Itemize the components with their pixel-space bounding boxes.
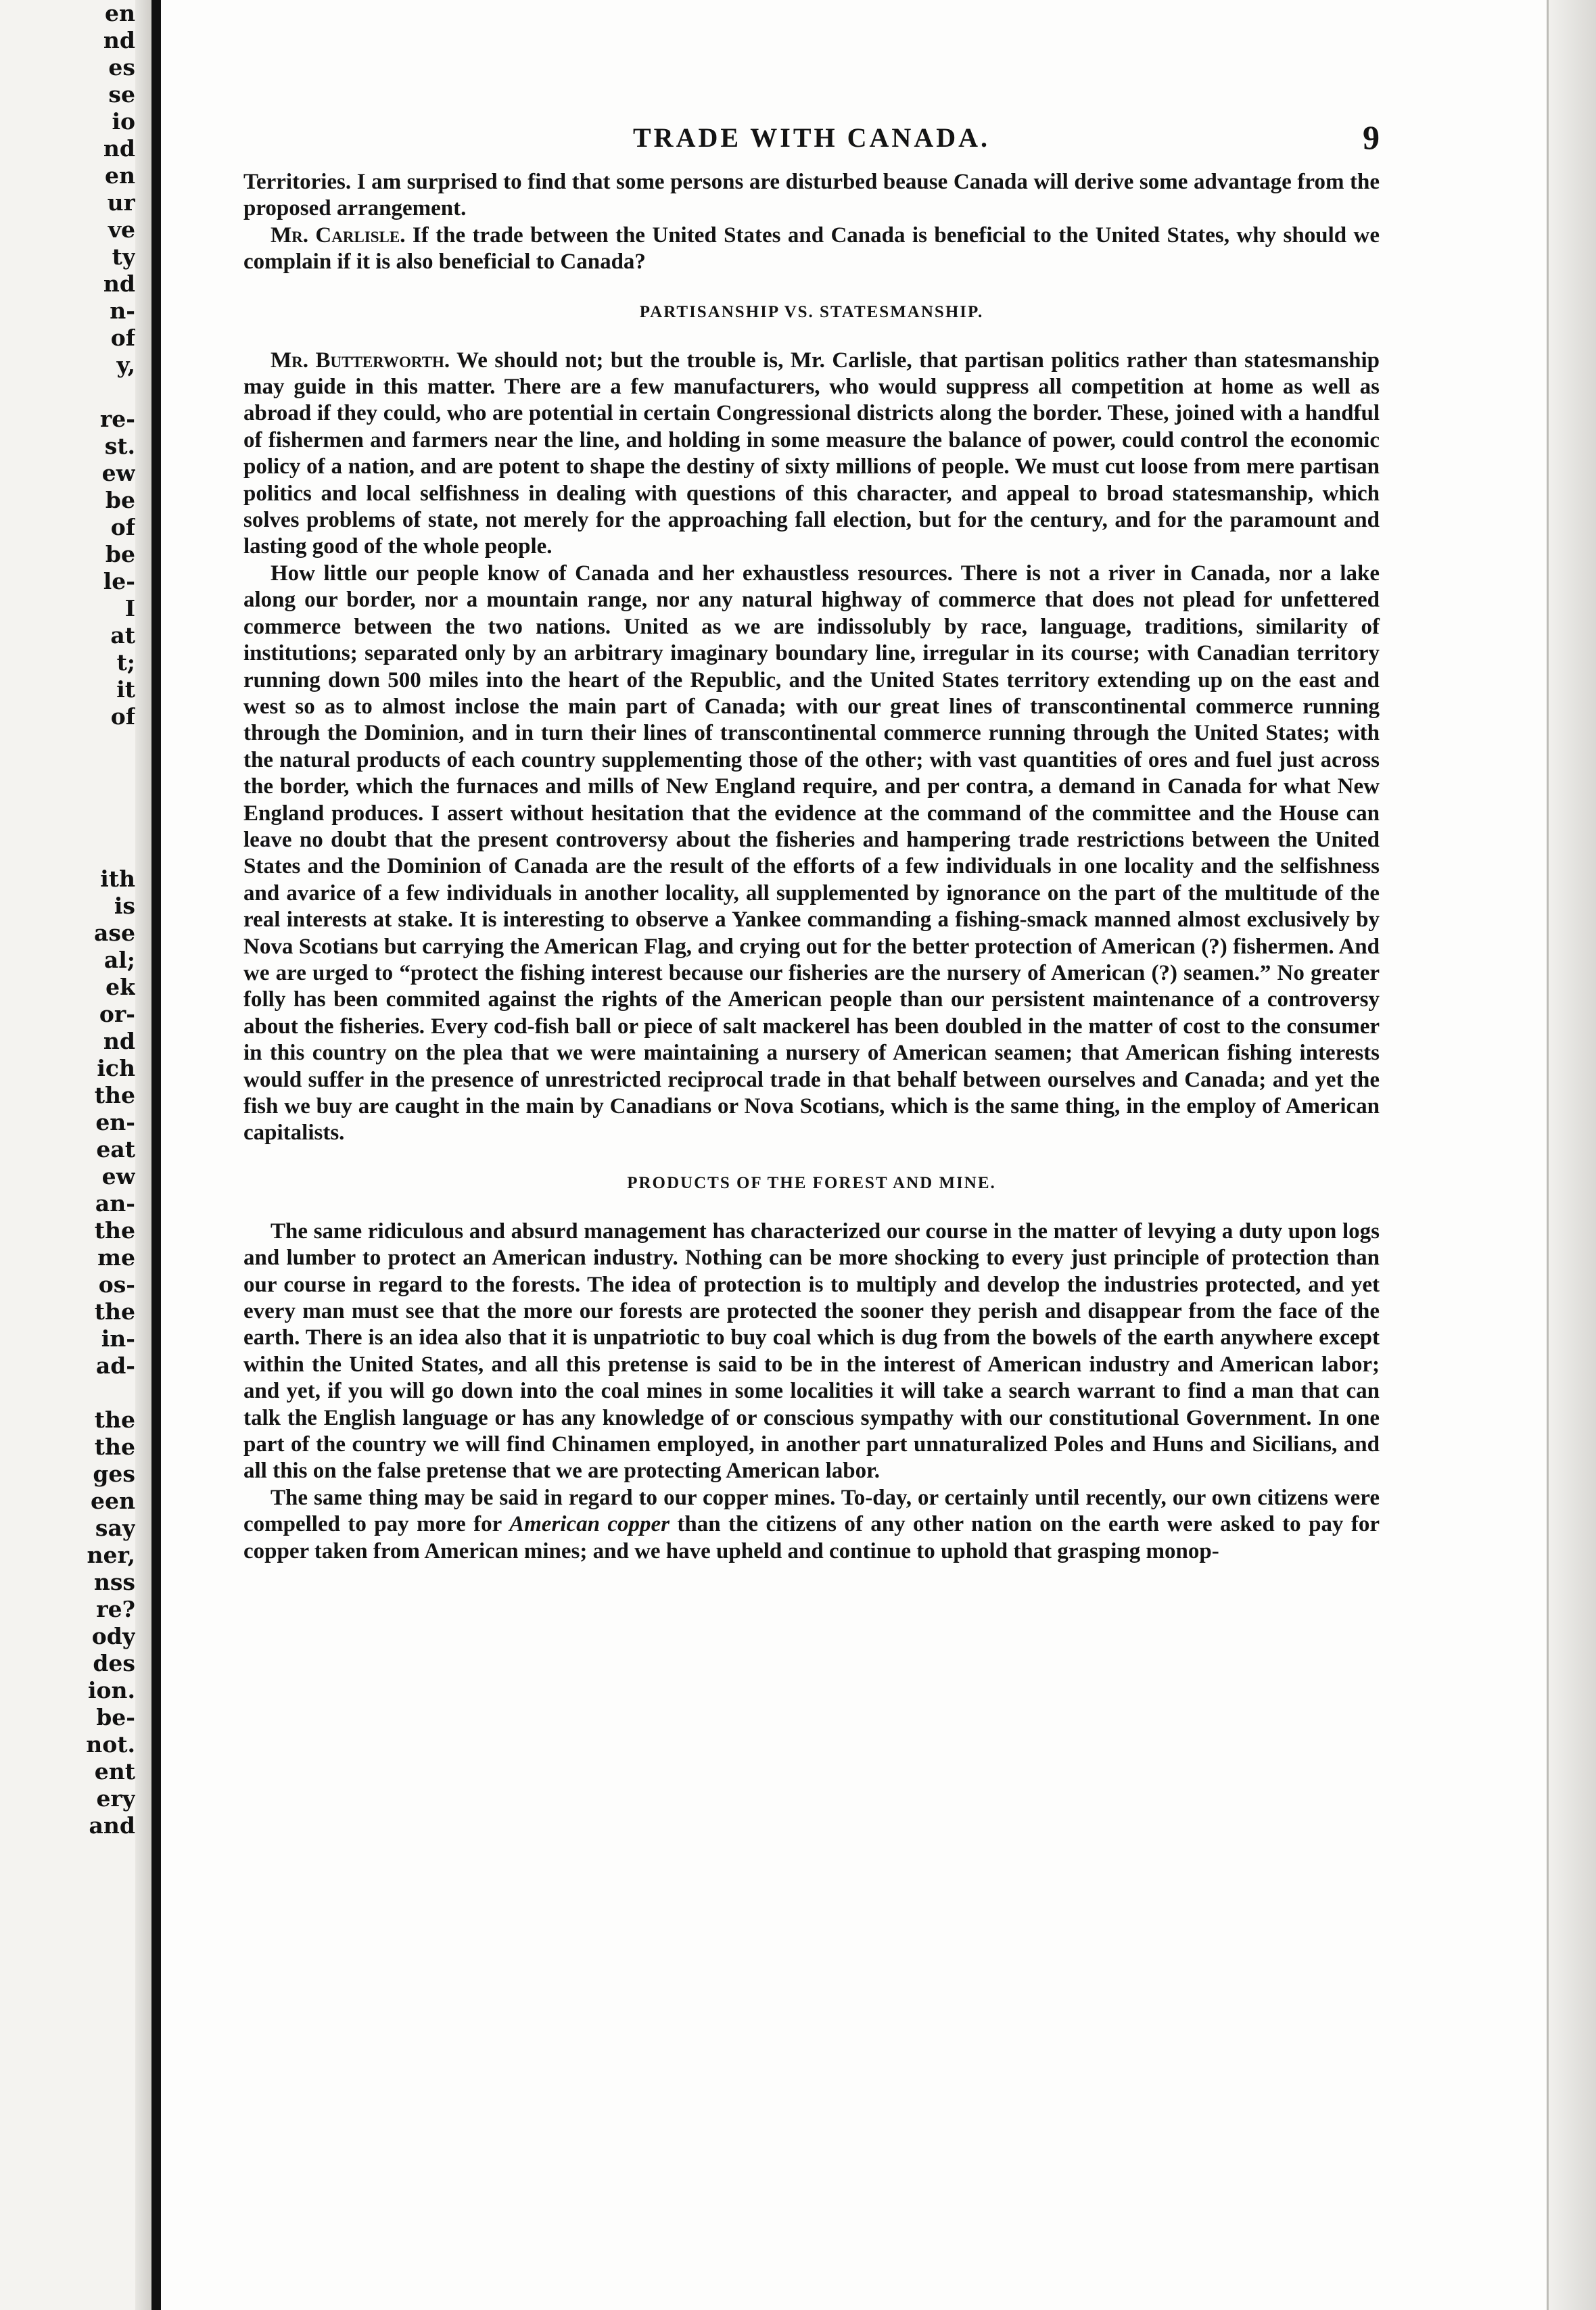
margin-fragment: ner, [87, 1542, 135, 1568]
margin-fragment [47, 839, 135, 866]
margin-fragment: not. [86, 1731, 135, 1758]
margin-fragment: os- [98, 1271, 135, 1298]
previous-page-text-fragments [47, 0, 135, 1839]
margin-fragment: the [94, 1217, 135, 1244]
page-header [243, 118, 1380, 169]
margin-fragment [47, 730, 135, 757]
paragraph-text: The same ridiculous and absurd management has characterized our course in the matter of levying a duty upon logs and lumber to protect an American industry. Nothing can be more shocking to every just principle of protection than our course in regard to the forests. The idea of protection is to multiply and develop the industries protected, and yet every man must see that the more our forests are protected the sooner they perish and disappear from the face of the earth. There is an idea also that it is unpatriotic to buy coal which is dug from the bowels of the earth anywhere except within the United States, and all this pretense is said to be in the interest of American industry and American labor; and yet, if you will go down into the coal mines in some localities it will take a search warrant to find a man that can talk the English language or has any knowledge of or conscious sympathy with our constitutional Government. In one part of the country we will find Chinamen employed, in another part unnaturalized Poles and Huns and Sicilians, and all this on the false pretense that we are protecting American labor. [243, 1219, 1380, 1484]
margin-fragment: I [124, 595, 135, 621]
italic-phrase: American copper [509, 1512, 670, 1537]
paragraph-text: The same thing may be said in regard to our copper mines. To-day, or certainly until recently, our own citizens were compelled to pay more for [243, 1485, 1380, 1537]
margin-fragment: en- [95, 1109, 135, 1135]
margin-fragment: io [112, 108, 135, 135]
margin-fragment: en [105, 0, 135, 26]
paragraph-text: If the trade between the United States and Canada is beneficial to the United States, why should we complain if it is also beneficial to Canada? [243, 222, 1380, 275]
margin-fragment: n- [110, 298, 135, 324]
margin-fragment: ur [107, 189, 135, 216]
paragraph-text: How little our people know of Canada and her exhaustless resources. There is not a river in Canada, nor a lake along our border, nor a mountain range, nor any natural highway of commerce that does not plead for unfettered commerce between the two nations. United as we are indissolubly by race, language, traditions, similarity of institutions; separated only by an arbitrary imaginary boundary line, irregular in its course; with Canadian territory running down 500 miles into the heart of the Republic, and the United States territory extending up on the east and west so as to almost inclose the main part of Canada; with our great lines of transcontinental commerce running through the Dominion, and in turn their lines of transcontinental commerce running through the United States; with the natural products of each country supplementing those of the other; with vast quantities of ores and fuel just across the border, which the furnaces and mills of New England require, and per contra, a demand in Canada for what New England produces. I assert without hesitation that the evidence at the command of the committee and the House can leave no doubt that the present controversy about the fisheries and hampering trade restrictions between the United States and the Dominion of Canada are the result of the efforts of a few individuals in one locality and the selfishness and avarice of a few individuals in another locality, all supplemented by ignorance on the part of the multitude of the real interests at stake. It is interesting to observe a Yankee commanding a fishing-smack manned almost exclusively by Nova Scotians but carrying the American Flag, and crying out for the better protection of American (?) fishermen. And we are urged to “protect the fishing interest because our fisheries are the nursery of American (?) seamen.” No greater folly has been commited against the rights of the American people than our persistent maintenance of a controversy about the fisheries. Every cod-fish ball or piece of salt mackerel has been doubled in the matter of cost to the consumer in this country on the plea that we were maintaining a nursery of American seamen; that American fishing interests would suffer in the presence of unrestricted reciprocal trade in that behalf between ourselves and Canada; and yet the fish we buy are caught in the main by Canadians or Nova Scotians, which is the same thing, in the employ of American capitalists. [243, 561, 1380, 1146]
margin-fragment: nd [103, 1028, 135, 1054]
margin-fragment: ion. [87, 1677, 135, 1703]
margin-fragment: ges [93, 1461, 135, 1487]
margin-fragment: the [94, 1298, 135, 1325]
paragraph [243, 222, 1380, 276]
margin-fragment [47, 811, 135, 839]
margin-fragment [47, 1380, 135, 1407]
margin-fragment: ody [91, 1623, 135, 1649]
section-heading: PARTISANSHIP VS. STATESMANSHIP. [639, 302, 984, 321]
margin-fragment: al; [103, 947, 135, 973]
margin-fragment: it [116, 676, 135, 703]
margin-fragment [47, 379, 135, 406]
body-text [243, 169, 1380, 1565]
margin-fragment: the [94, 1082, 135, 1108]
paragraph [243, 1219, 1380, 1485]
running-title: TRADE WITH CANADA. [633, 122, 990, 153]
margin-fragment: nd [103, 27, 135, 53]
margin-fragment: le- [103, 568, 135, 594]
margin-fragment: and [89, 1812, 135, 1839]
margin-fragment: me [97, 1244, 135, 1271]
margin-fragment: nd [103, 135, 135, 162]
margin-fragment: an- [95, 1190, 135, 1217]
margin-fragment: of [110, 325, 135, 351]
paragraph-text: Territories. I am surprised to find that some persons are disturbed beause Canada will derive some advantage from the proposed arrangement. [243, 170, 1380, 221]
margin-fragment: t; [116, 649, 135, 676]
previous-page-edge [0, 0, 135, 2310]
paragraph-text: We should not; but the trouble is, Mr. Carlisle, that partisan politics rather than statesmanship may guide in this matter. There are a few manufacturers, who would suppress all competition at home as well as abroad if they could, who are potential in certain Congressional districts along the border. These, joined with a handful of fishermen and farmers near the line, and holding in some measure the balance of power, could control the economic policy of a nation, and are potent to shape the destiny of sixty millions of people. We must cut loose from mere partisan politics and local selfishness in dealing with questions of this character, and appeal to broad statesmanship, which solves problems of state, not merely for the approaching fall election, but for the century, and for the paramount and lasting good of the whole people. [243, 348, 1380, 559]
margin-fragment: ase [94, 920, 135, 946]
paragraph [243, 1485, 1380, 1565]
margin-fragment: nd [103, 270, 135, 297]
margin-fragment: in- [101, 1325, 135, 1352]
margin-fragment: ith [100, 866, 135, 892]
margin-fragment: st. [104, 433, 135, 459]
page-content [243, 118, 1380, 1565]
margin-fragment: ent [94, 1758, 135, 1785]
margin-fragment: of [110, 703, 135, 730]
margin-fragment: een [91, 1488, 135, 1514]
margin-fragment: ty [112, 243, 135, 270]
margin-fragment: y, [116, 352, 135, 378]
speaker-name: Mr. Butterworth. [271, 348, 450, 373]
margin-fragment: en [105, 162, 135, 189]
margin-fragment: ew [101, 460, 135, 486]
margin-fragment: re? [96, 1596, 135, 1622]
margin-fragment: ery [96, 1785, 135, 1812]
margin-fragment [47, 784, 135, 811]
margin-fragment: des [93, 1650, 135, 1676]
margin-fragment: ew [101, 1163, 135, 1189]
margin-fragment [47, 757, 135, 784]
speaker-name: Mr. Carlisle. [271, 222, 406, 248]
margin-fragment: be [105, 541, 135, 567]
paragraph [243, 169, 1380, 222]
margin-fragment: ad- [95, 1352, 135, 1379]
section-heading: PRODUCTS OF THE FOREST AND MINE. [627, 1173, 996, 1192]
margin-fragment: re- [99, 406, 135, 432]
margin-fragment: be [105, 487, 135, 513]
margin-fragment: ich [97, 1055, 135, 1081]
margin-fragment: say [95, 1515, 135, 1541]
margin-fragment: at [110, 622, 135, 649]
right-page-edge [1547, 0, 1596, 2310]
paragraph [243, 561, 1380, 1147]
margin-fragment: es [108, 54, 135, 80]
page-number: 9 [1363, 118, 1380, 156]
gutter-shadow [135, 0, 151, 2310]
margin-fragment: the [94, 1434, 135, 1460]
paragraph [243, 348, 1380, 561]
margin-fragment: nss [93, 1569, 135, 1595]
margin-fragment: se [108, 81, 135, 108]
paragraph-text: than the citizens of any other nation on the earth were asked to pay for copper taken from American mines; and we have upheld and continue to uphold that grasping monop- [243, 1512, 1380, 1563]
margin-fragment: or- [99, 1001, 135, 1027]
margin-fragment: the [94, 1407, 135, 1433]
margin-fragment: eat [96, 1136, 135, 1162]
margin-fragment: ek [105, 974, 135, 1000]
margin-fragment: ve [108, 216, 135, 243]
margin-fragment: of [110, 514, 135, 540]
margin-fragment: is [114, 893, 135, 919]
margin-fragment: be- [96, 1704, 135, 1730]
gutter-line [151, 0, 161, 2310]
